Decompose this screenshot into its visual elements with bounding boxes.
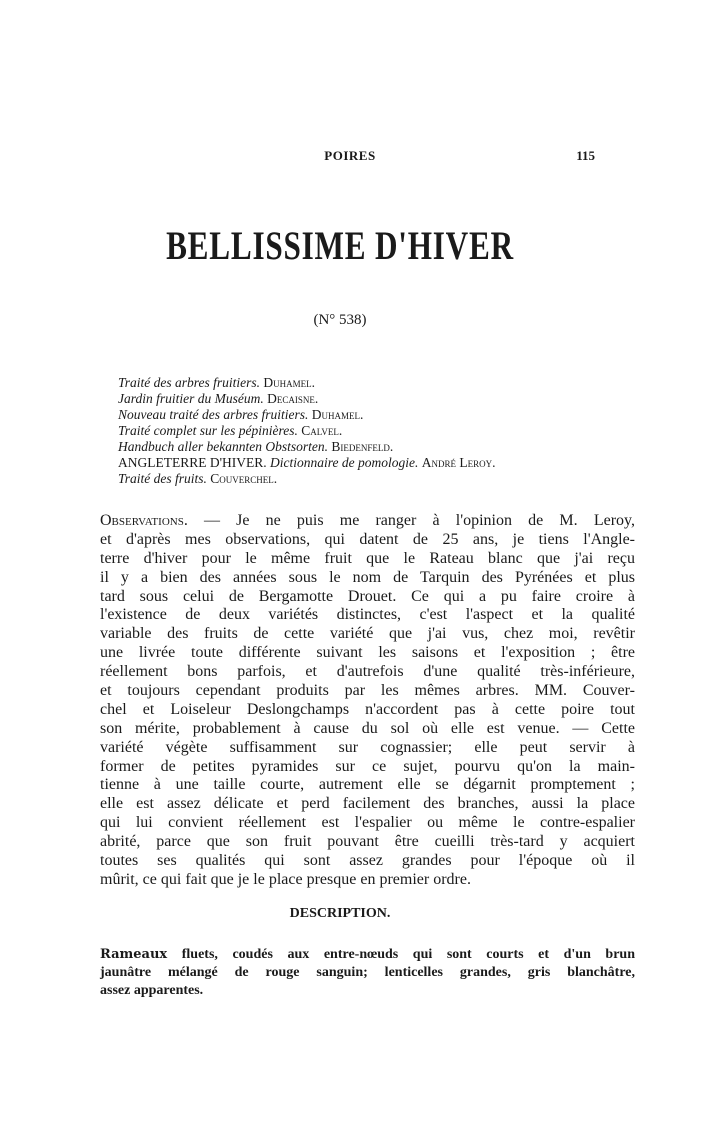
synonym-entry — [118, 391, 638, 407]
text-line — [100, 795, 635, 814]
text-line — [100, 588, 635, 607]
synonym-source-title: Traité complet sur les pépinières. — [118, 423, 298, 438]
text-line — [100, 871, 635, 890]
line-text: qui lui convient réellement est l'espalier ou même le contre-espalier — [100, 814, 635, 832]
synonym-author: Biedenfeld. — [331, 439, 394, 454]
text-line — [100, 512, 635, 531]
text-line — [100, 833, 635, 852]
text-line — [100, 852, 635, 871]
synonym-name: ANGLETERRE D'HIVER. — [118, 455, 271, 470]
line-text: une livrée toute différente suivant les saisons et l'exposition ; être — [100, 644, 635, 662]
text-line — [100, 531, 635, 550]
synonym-source-title: Jardin fruitier du Muséum. — [118, 391, 264, 406]
section-title: POIRES — [324, 148, 376, 163]
text-line — [100, 739, 635, 758]
text-line — [100, 625, 635, 644]
line-text: jaunâtre mélangé de rouge sanguin; lenticelles grandes, gris blanchâtre, — [100, 965, 635, 980]
synonym-author: Duhamel. — [263, 375, 316, 390]
line-text: — Je ne puis me ranger à l'opinion de M. Leroy, — [187, 512, 635, 529]
synonym-entry — [118, 455, 638, 471]
line-text: tard sous celui de Bergamotte Drouet. Ce qui a pu faire croire à — [100, 587, 635, 605]
line-text: toutes ses qualités qui sont assez grandes pour l'époque où il — [100, 852, 635, 870]
page-title: BELLISSIME D'HIVER — [166, 223, 514, 268]
running-head — [100, 148, 600, 168]
line-text: et d'après mes observations, qui datent de 25 ans, je tiens l'Angle- — [100, 530, 635, 548]
synonym-entry — [118, 407, 638, 423]
text-line — [100, 682, 635, 701]
synonym-entry — [118, 439, 638, 455]
line-text: fluets, coudés aux entre-nœuds qui sont courts et d'un brun — [167, 947, 635, 962]
synonym-author: Duhamel. — [311, 407, 364, 422]
description-paragraph — [100, 946, 635, 1000]
observations-paragraph — [100, 512, 635, 890]
observations-label: Observations. — [100, 512, 188, 529]
synonym-entry — [118, 375, 638, 391]
synonym-author: Decaisne. — [267, 391, 319, 406]
description-term: Rameaux — [100, 947, 168, 962]
text-line — [100, 946, 635, 964]
text-line — [100, 644, 635, 663]
text-line — [100, 758, 635, 777]
text-line — [100, 720, 635, 739]
text-line — [100, 606, 635, 625]
text-line — [100, 776, 635, 795]
page-number: 115 — [576, 148, 595, 163]
line-text: former de petites pyramides sur ce sujet, pourvu qu'on la main- — [100, 757, 635, 775]
synonym-source-title: Traité des fruits. — [118, 471, 207, 486]
line-text: il y a bien des années sous le nom de Tarquin des Pyrénées et plus — [100, 568, 635, 586]
text-line — [100, 814, 635, 833]
text-line — [100, 663, 635, 682]
line-text: terre d'hiver pour le même fruit que le Rateau blanc que j'ai reçu — [100, 549, 635, 567]
line-text: assez apparentes. — [100, 983, 204, 998]
synonym-source-title: Dictionnaire de pomologie. — [270, 455, 419, 470]
line-text: tienne à une taille courte, autrement elle se dégarnit promptement ; — [100, 776, 635, 794]
line-text: et toujours cependant produits par les mêmes arbres. MM. Couver- — [100, 682, 635, 700]
text-line — [100, 550, 635, 569]
synonym-entry — [118, 471, 638, 487]
line-text: l'existence de deux variétés distinctes, c'est l'aspect et la qualité — [100, 606, 635, 624]
line-text: chel et Loiseleur Deslongchamps n'accordent pas à cette poire tout — [100, 700, 635, 718]
line-text: son mérite, probablement à cause du sol où elle est venue. — Cette — [100, 719, 635, 737]
line-text: mûrit, ce qui fait que je le place presque en premier ordre. — [100, 870, 471, 888]
synonym-author: Calvel. — [301, 423, 343, 438]
line-text: variété végète suffisamment sur cognassier; elle peut servir à — [100, 738, 635, 756]
synonym-author: Couverchel. — [210, 471, 278, 486]
text-line — [100, 964, 635, 982]
text-line — [100, 701, 635, 720]
variety-number: (N° 538) — [313, 312, 367, 328]
synonym-author: André Leroy. — [421, 455, 496, 470]
text-line — [100, 982, 635, 1000]
line-text: réellement bons parfois, et d'autrefois d'une qualité très-inférieure, — [100, 663, 635, 681]
synonym-entry — [118, 423, 638, 439]
line-text: elle est assez délicate et perd facilement des branches, aussi la place — [100, 795, 635, 813]
synonym-source-title: Nouveau traité des arbres fruitiers. — [118, 407, 309, 422]
synonym-source-title: Handbuch aller bekannten Obstsorten. — [118, 439, 328, 454]
line-text: abrité, parce que son fruit pouvant être cueilli très-tard y acquiert — [100, 833, 635, 851]
description-heading: DESCRIPTION. — [289, 906, 391, 921]
synonyms-list — [118, 375, 638, 487]
text-line — [100, 569, 635, 588]
line-text: variable des fruits de cette variété que j'ai vus, chez moi, revêtir — [100, 625, 635, 643]
synonym-source-title: Traité des arbres fruitiers. — [118, 375, 261, 390]
